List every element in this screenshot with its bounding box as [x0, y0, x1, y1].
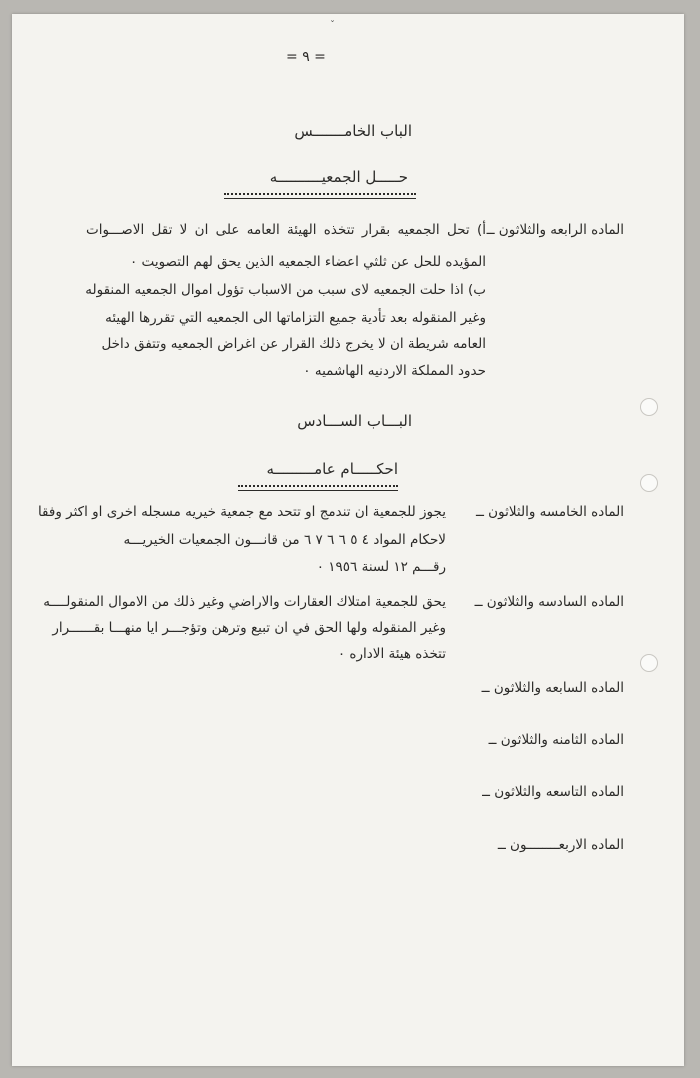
punch-hole — [640, 474, 658, 492]
article34-line3: ب) اذا حلت الجمعيه لاى سبب من الاسباب تؤول اموال الجمعيه المنقوله — [85, 282, 486, 298]
ink-mark: ˇ — [330, 20, 335, 31]
section5-underline-dotted — [224, 193, 416, 195]
section5-title: الباب الخامـــــــس — [294, 122, 412, 140]
article39-label: الماده التاسعه والثلاثون ــ — [482, 784, 624, 800]
section6-underline-dotted — [238, 485, 398, 487]
article40-label: الماده الاربعــــــــون ــ — [497, 837, 624, 853]
article37-label: الماده السابعه والثلاثون ــ — [481, 680, 624, 696]
article38-label: الماده الثامنه والثلاثون ــ — [488, 732, 624, 748]
article34-line4: وغير المنقوله بعد تأدية جميع التزاماتها الى الجمعيه التي تقررها الهيئه — [105, 310, 486, 326]
section6-subtitle: احكـــــام عامـــــــــه — [266, 460, 398, 478]
punch-hole — [640, 398, 658, 416]
section6-title: البـــاب الســـادس — [297, 412, 412, 430]
article34-line5: العامه شريطة ان لا يخرج ذلك القرار عن اغراض الجمعيه وتتفق داخل — [101, 336, 486, 352]
section5-underline — [224, 198, 416, 199]
article34-line2: المؤيده للحل عن ثلثي اعضاء الجمعيه الذين يحق لهم التصويت ٠ — [130, 254, 486, 270]
article35-line2: لاحكام المواد ٤ ٥ ٦ ٦ ٧ ٦ من قانـــون الجمعيات الخيريـــه — [123, 532, 446, 548]
article36-line3: تتخذه هيئة الاداره ٠ — [337, 646, 446, 662]
article36-line2: وغير المنقوله ولها الحق في ان تبيع وترهن وتؤجـــر ايا منهـــا بقــــــرار — [52, 620, 446, 636]
article35-label: الماده الخامسه والثلاثون ــ — [475, 504, 624, 520]
article35-line1: يجوز للجمعية ان تندمج او تتحد مع جمعية خيريه مسجله اخرى او اكثر وفقا — [37, 504, 446, 520]
article36-line1: يحق للجمعية امتلاك العقارات والاراضي وغير ذلك من الاموال المنقولــــه — [43, 594, 446, 610]
article34-label: الماده الرابعه والثلاثون ــ — [486, 222, 624, 238]
article35-line3: رقـــم ١٢ لسنة ١٩٥٦ ٠ — [316, 559, 446, 575]
article34-line6: حدود المملكة الاردنيه الهاشميه ٠ — [303, 363, 486, 379]
page-number: = ٩ = — [286, 49, 326, 65]
punch-hole — [640, 654, 658, 672]
section5-subtitle: حـــــل الجمعيــــــــــه — [269, 168, 408, 186]
article34-line1: أ) تحل الجمعيه بقرار تتخذه الهيئة العامه على ان لا تقل الاصـــوات — [86, 222, 486, 238]
article36-label: الماده السادسه والثلاثون ــ — [474, 594, 624, 610]
document-page — [12, 14, 684, 1066]
section6-underline — [238, 490, 398, 491]
